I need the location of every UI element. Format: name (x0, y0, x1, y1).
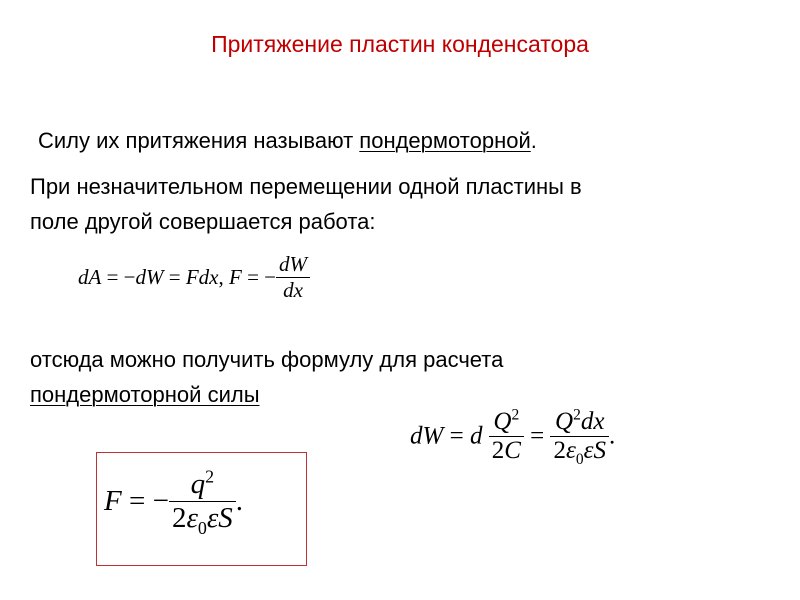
slide-title: Притяжение пластин конденсатора (211, 31, 589, 57)
paragraph-formula-line-1: отсюда можно получить формулу для расчета (30, 347, 504, 372)
paragraph-formula-line-2 (30, 378, 260, 411)
fraction-q2dx: $\frac{Q^2dx}{2\varepsilon_0\varepsilon S}$ (550, 408, 608, 465)
paragraph-ponderomotive-definition (38, 124, 537, 157)
term-ponderomotive: пондермоторной (359, 128, 531, 153)
term-ponderomotive-force: пондермоторной силы (30, 382, 260, 407)
paragraph-work-line-1: При незначительном перемещении одной пластины в (30, 174, 582, 199)
equation-energy-differential: dW = d $\frac{Q^2}{2C}$ = $\frac{Q^2dx}{2\varepsilon_0\varepsilon S}$ . (410, 406, 616, 468)
definition-suffix: . (530, 128, 537, 153)
fraction-q2-2c: $\frac{Q^2}{2C}$ (489, 408, 524, 465)
definition-prefix: Силу их притяжения называют (38, 128, 360, 153)
equation-work: dA = −dW = Fdx, F = − $\frac{dW}{dx}$ (78, 252, 310, 303)
fraction-dw-dx: $\frac{dW}{dx}$ (276, 252, 310, 303)
paragraph-work-line-2: поле другой совершается работа: (30, 209, 376, 234)
fraction-force: $\frac{q^2}{2\varepsilon_0\varepsilon S}$ (169, 468, 236, 535)
equation-force-result: F = − $\frac{q^2}{2\varepsilon_0\varepsilon S}$ . (104, 466, 244, 538)
